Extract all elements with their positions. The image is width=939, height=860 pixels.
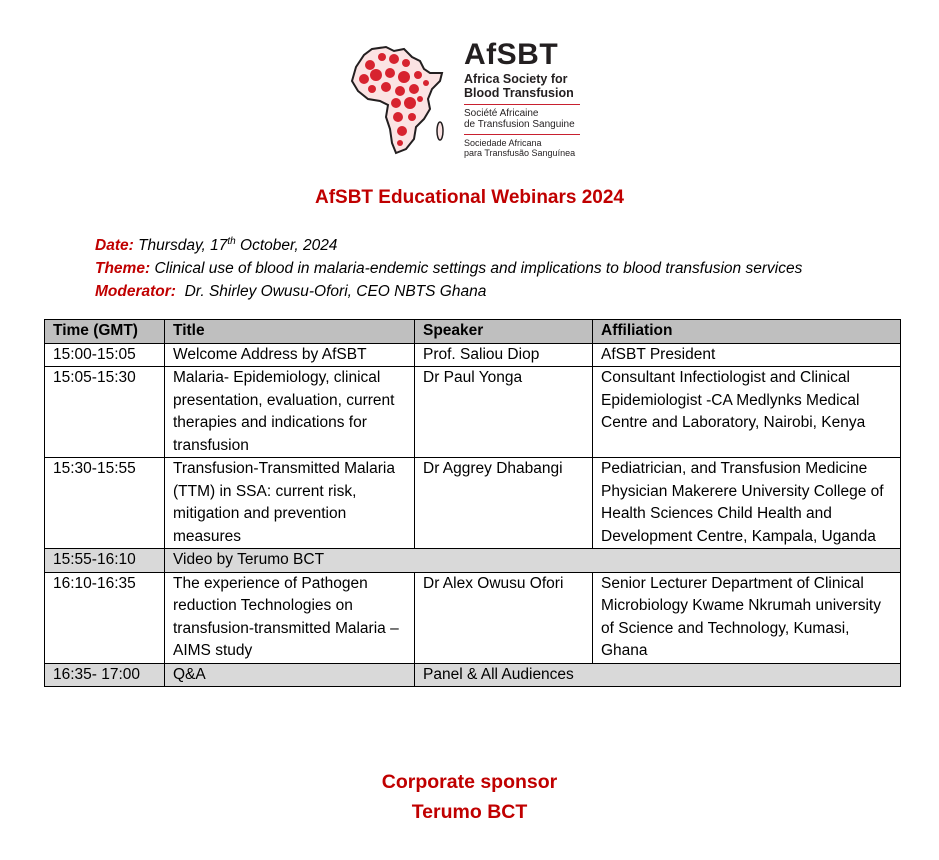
moderator-value: Dr. Shirley Owusu-Ofori, CEO NBTS Ghana — [184, 283, 487, 301]
logo-divider — [464, 104, 580, 105]
table-header-row — [45, 320, 901, 344]
event-title: AfSBT Educational Webinars 2024 — [314, 187, 624, 208]
header-speaker: Speaker — [415, 320, 593, 344]
cell-time: 15:55-16:10 — [45, 549, 165, 573]
africa-map-icon — [350, 43, 450, 155]
table-row — [45, 572, 901, 663]
logo-divider — [464, 134, 580, 135]
header-time: Time (GMT) — [45, 320, 165, 344]
cell-affiliation: Consultant Infectiologist and Clinical Epidemiologist -CA Medlynks Medical Centre and Laboratory, Nairobi, Kenya — [593, 367, 901, 458]
event-details — [95, 230, 802, 303]
logo-name-portuguese: Sociedade Africana para Transfusão Sanguínea — [464, 138, 576, 158]
cell-title: Q&A — [165, 663, 415, 687]
table-row — [45, 458, 901, 549]
cell-speaker: Dr Aggrey Dhabangi — [415, 458, 593, 549]
table-row — [45, 663, 901, 687]
cell-affiliation: Pediatrician, and Transfusion Medicine Physician Makerere University College of Health Sciences Child Health and Development Centre, Kampala, Uganda — [593, 458, 901, 549]
cell-speaker: Dr Paul Yonga — [415, 367, 593, 458]
table-row — [45, 343, 901, 367]
date-line — [95, 230, 802, 257]
cell-title: Welcome Address by AfSBT — [165, 343, 415, 367]
header-title: Title — [165, 320, 415, 344]
theme-value: Clinical use of blood in malaria-endemic settings and implications to blood transfusion services — [154, 260, 803, 278]
cell-title: Transfusion-Transmitted Malaria (TTM) in SSA: current risk, mitigation and prevention measures — [165, 458, 415, 549]
header-affiliation: Affiliation — [593, 320, 901, 344]
cell-speaker: Dr Alex Owusu Ofori — [415, 572, 593, 663]
cell-time: 15:00-15:05 — [45, 343, 165, 367]
sponsor-name: Terumo BCT — [411, 801, 528, 823]
cell-title: Video by Terumo BCT — [165, 549, 901, 573]
cell-affiliation: AfSBT President — [593, 343, 901, 367]
cell-time: 16:35- 17:00 — [45, 663, 165, 687]
moderator-label: Moderator: — [95, 283, 176, 301]
moderator-line — [95, 280, 802, 303]
cell-time: 16:10-16:35 — [45, 572, 165, 663]
sponsor-block — [0, 767, 939, 827]
logo-abbreviation: AfSBT — [464, 38, 559, 71]
table-row — [45, 367, 901, 458]
theme-label: Theme: — [95, 260, 151, 278]
cell-title: The experience of Pathogen reduction Technologies on transfusion-transmitted Malaria – AIMS study — [165, 572, 415, 663]
cell-speaker: Prof. Saliou Diop — [415, 343, 593, 367]
logo-name-english: Africa Society for Blood Transfusion — [464, 72, 574, 100]
date-value: Thursday, 17th October, 2024 — [138, 236, 338, 255]
table-row — [45, 549, 901, 573]
cell-affiliation: Senior Lecturer Department of Clinical Microbiology Kwame Nkrumah university of Science and Technology, Kumasi, Ghana — [593, 572, 901, 663]
logo-text-block — [464, 40, 580, 158]
theme-line — [95, 257, 802, 280]
logo-name-french: Société Africaine de Transfusion Sanguine — [464, 108, 575, 130]
sponsor-label: Corporate sponsor — [381, 771, 558, 793]
agenda-table — [44, 319, 901, 687]
cell-speaker: Panel & All Audiences — [415, 663, 901, 687]
cell-time: 15:30-15:55 — [45, 458, 165, 549]
cell-time: 15:05-15:30 — [45, 367, 165, 458]
cell-title: Malaria- Epidemiology, clinical presentation, evaluation, current therapies and indications for transfusion — [165, 367, 415, 458]
date-label: Date: — [95, 237, 134, 255]
afsbt-logo — [350, 40, 600, 160]
